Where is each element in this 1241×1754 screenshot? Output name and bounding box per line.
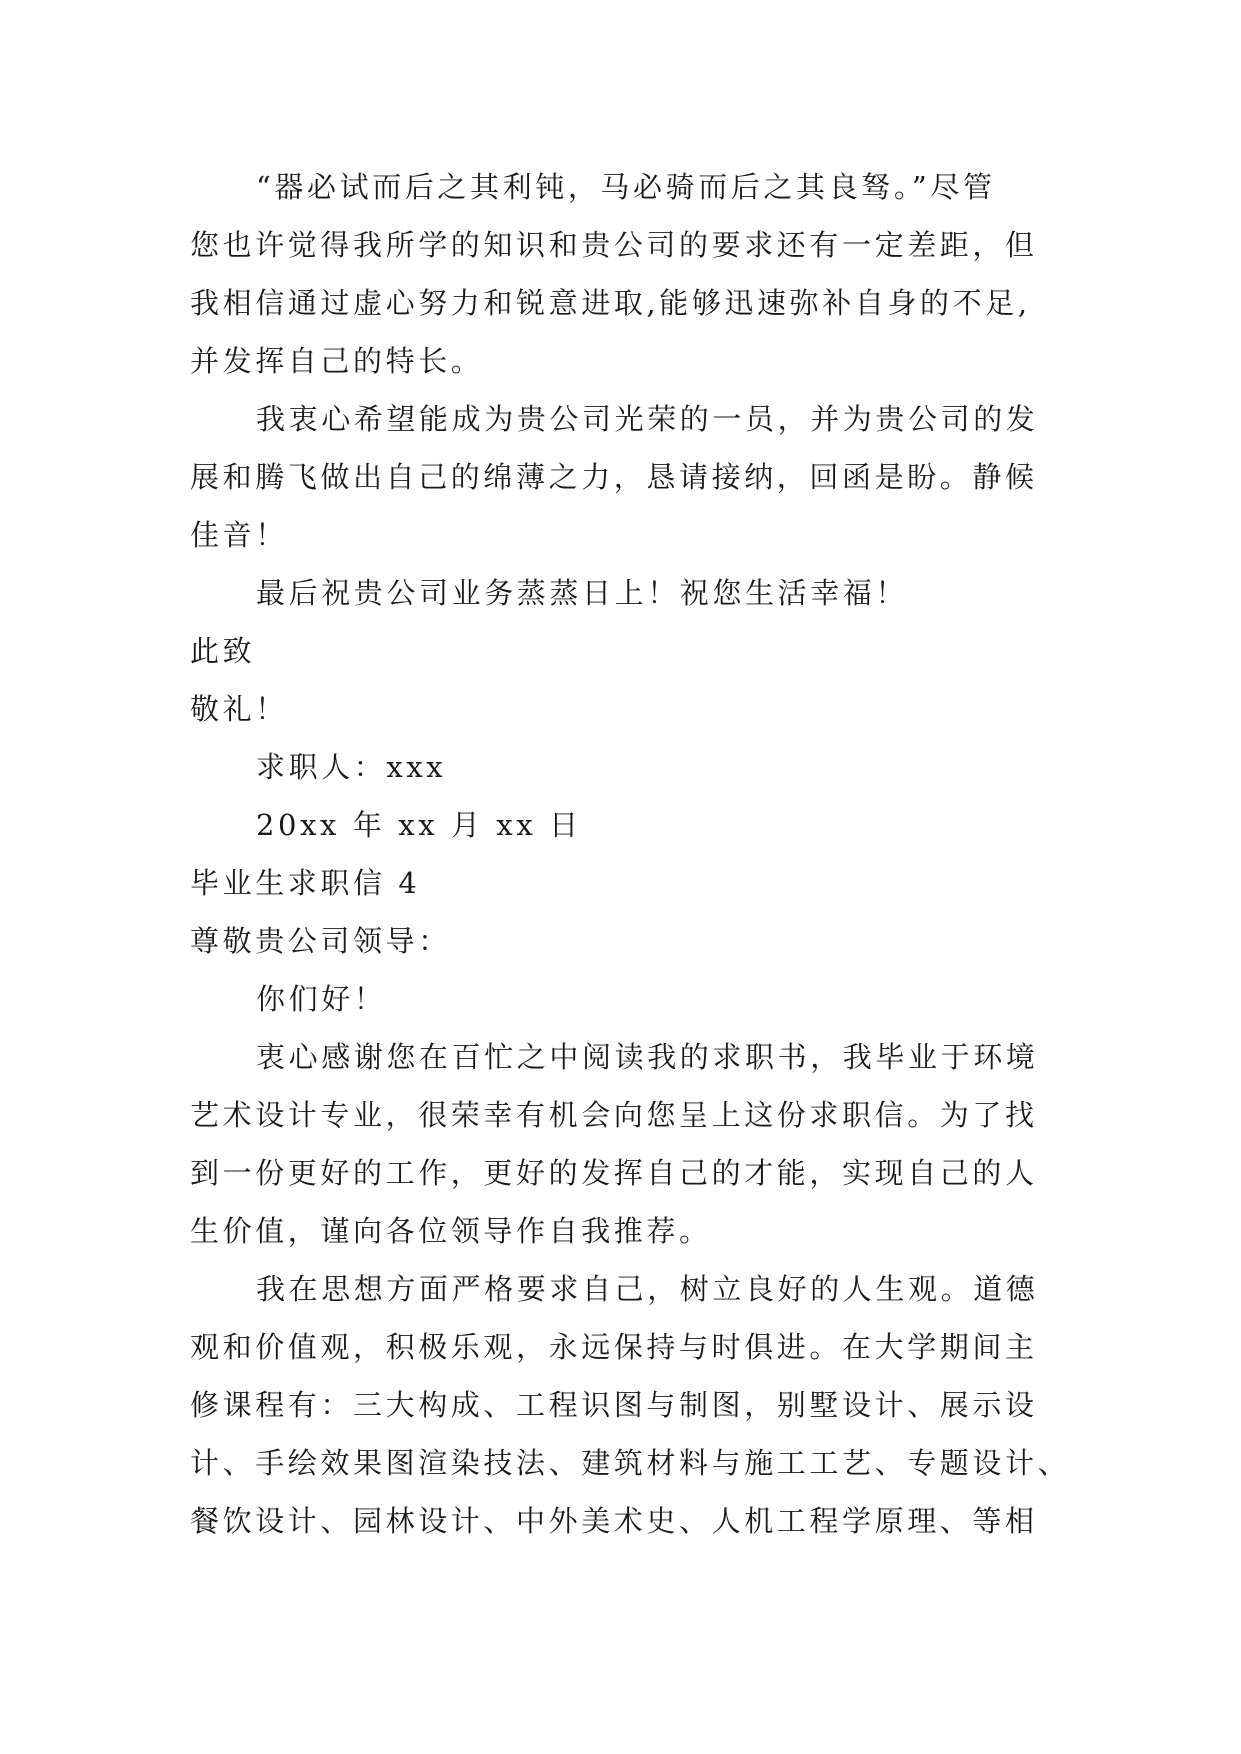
greeting: 尊敬贵公司领导： [190, 924, 451, 958]
section-title: 毕业生求职信 4 [190, 866, 421, 900]
date: 20xx 年 xx 月 xx 日 [256, 808, 582, 842]
salutation-close: 此致 [190, 634, 256, 668]
paragraph-line: 修课程有：三大构成、工程识图与制图，别墅设计、展示设 [190, 1388, 1038, 1422]
paragraph-line: 您也许觉得我所学的知识和贵公司的要求还有一定差距，但 [190, 228, 1038, 262]
paragraph-line: 我相信通过虚心努力和锐意进取,能够迅速弥补自身的不足, [190, 286, 1031, 320]
paragraph-line: 衷心感谢您在百忙之中阅读我的求职书，我毕业于环境 [256, 1040, 1039, 1074]
greeting-line: 你们好！ [256, 982, 387, 1016]
paragraph-line: 餐饮设计、园林设计、中外美术史、人机工程学原理、等相 [190, 1504, 1038, 1538]
salutation-regards: 敬礼！ [190, 692, 288, 726]
paragraph-line: 我在思想方面严格要求自己，树立良好的人生观。道德 [256, 1272, 1039, 1306]
paragraph-line: 佳音！ [190, 518, 288, 552]
paragraph-line: 生价值，谨向各位领导作自我推荐。 [190, 1214, 712, 1248]
paragraph-line: 艺术设计专业，很荣幸有机会向您呈上这份求职信。为了找 [190, 1098, 1038, 1132]
paragraph-line: “器必试而后之其利钝，马必骑而后之其良驽。”尽管 [256, 170, 996, 204]
paragraph-line: 计、手绘效果图渲染技法、建筑材料与施工工艺、专题设计、 [190, 1446, 1071, 1480]
paragraph-line: 观和价值观，积极乐观，永远保持与时俱进。在大学期间主 [190, 1330, 1038, 1364]
paragraph-line: 展和腾飞做出自己的绵薄之力，恳请接纳，回函是盼。静候 [190, 460, 1038, 494]
paragraph-line: 到一份更好的工作，更好的发挥自己的才能，实现自己的人 [190, 1156, 1038, 1190]
closing-wish: 最后祝贵公司业务蒸蒸日上！祝您生活幸福！ [256, 576, 909, 610]
paragraph-line: 我衷心希望能成为贵公司光荣的一员，并为贵公司的发 [256, 402, 1039, 436]
paragraph-line: 并发挥自己的特长。 [190, 344, 484, 378]
signature: 求职人：xxx [256, 750, 447, 784]
